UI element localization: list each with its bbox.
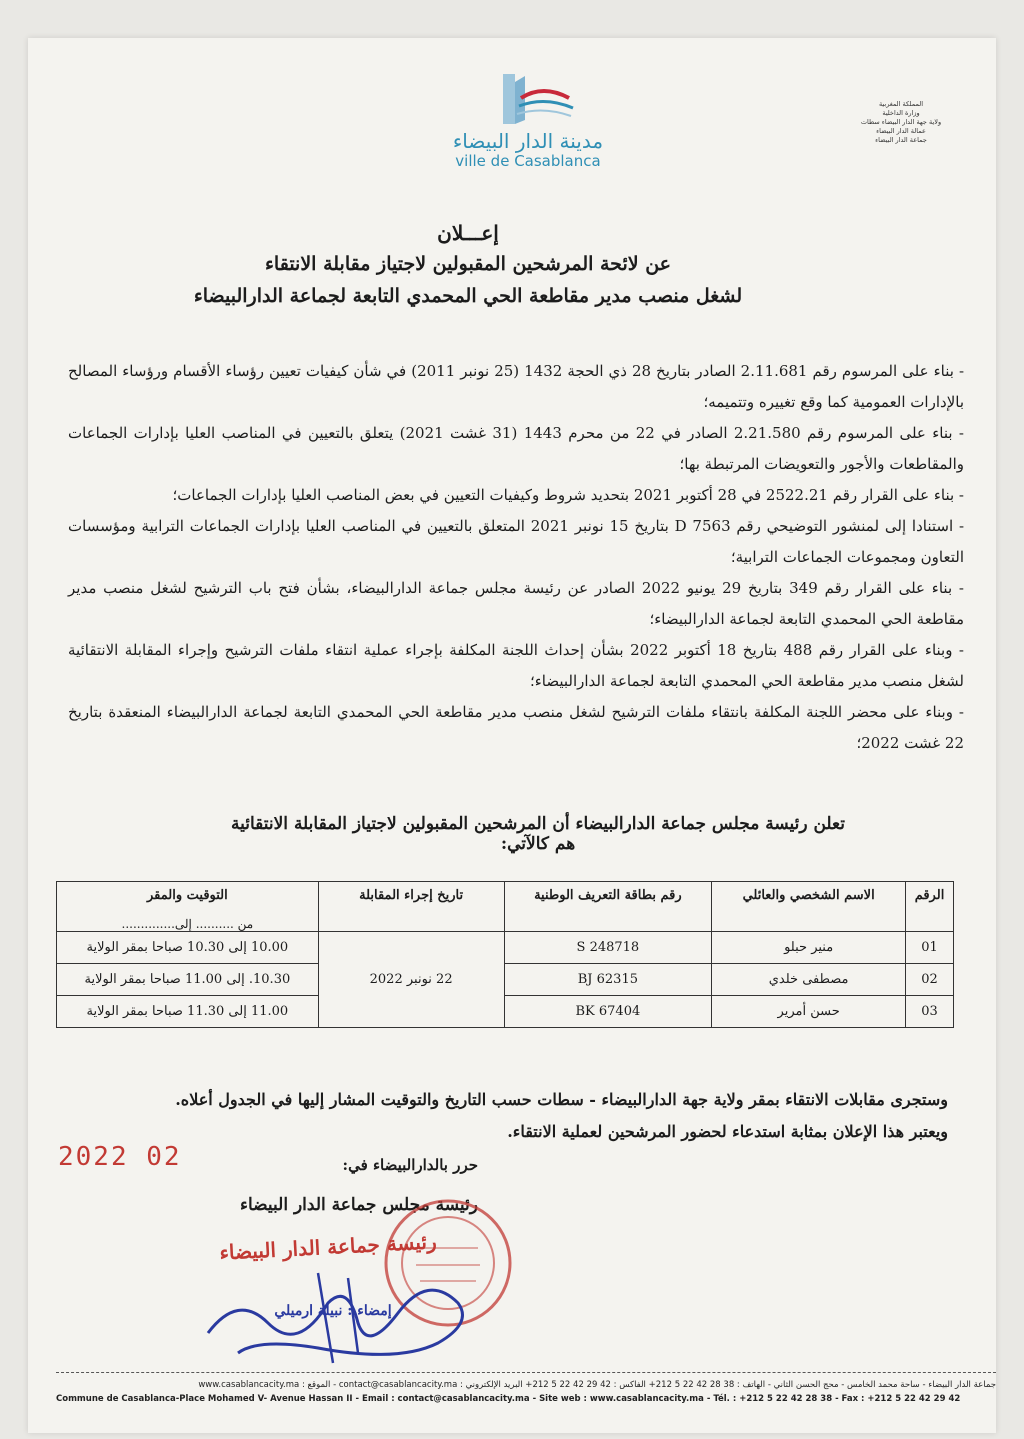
signature-name: إمضاء : نبيلة ارميلي xyxy=(274,1303,392,1319)
closing-line-1: وستجرى مقابلات الانتقاء بمقر ولاية جهة الدارالبيضاء - سطات حسب التاريخ والتوقيت المشار إليها في الجدول أعلاه. xyxy=(175,1090,948,1109)
page-footer xyxy=(56,1378,996,1406)
casablanca-logo-icon xyxy=(473,68,583,130)
legal-clauses xyxy=(68,356,964,759)
cell-num: 02 xyxy=(906,964,954,996)
announcement-statement: تعلن رئيسة مجلس جماعة الدارالبيضاء أن المرشحين المقبولين لاجتياز المقابلة الانتقائية هم كالآتي: xyxy=(230,814,845,854)
admin-line: جماعة الدار البيضاء xyxy=(875,136,927,144)
title-line-1: إعـــلان xyxy=(437,221,499,245)
clause: - استنادا إلى لمنشور التوضيحي رقم D 7563 بتاريخ 15 نونبر 2021 المتعلق بالتعيين في المناصب العليا بإدارات الجماعات الترابية ومؤسسات التعاون ومجموعات الجماعات الترابية؛ xyxy=(68,517,965,566)
admin-line: المملكة المغربية xyxy=(878,100,924,108)
signatory-title: رئيسة مجلس جماعة الدار البيضاء xyxy=(239,1195,478,1215)
logo-french-text: ville de Casablanca xyxy=(455,152,601,170)
table-row xyxy=(57,932,954,964)
footer-divider xyxy=(56,1372,996,1373)
closing-notes xyxy=(108,1084,948,1148)
cell-name: مصطفى خلدي xyxy=(712,964,906,996)
header-num: الرقم xyxy=(906,882,954,932)
place-label: حرر بالدارالبيضاء في: xyxy=(342,1156,478,1174)
closing-line-2: ويعتبر هذا الإعلان بمثابة استدعاء لحضور المرشحين لعملية الانتقاء. xyxy=(507,1122,948,1141)
cell-time: 11.00 إلى 11.30 صباحا بمقر الولاية xyxy=(57,996,319,1028)
table-row xyxy=(57,996,954,1028)
header-time-label: التوقيت والمقر xyxy=(146,888,228,903)
date-stamp: 2022 02 xyxy=(58,1142,182,1172)
clause: - بناء على القرار رقم 2522.21 في 28 أكتوبر 2021 بتحديد شروط وكيفيات التعيين في بعض المناصب العليا بإدارات الجماعات؛ xyxy=(172,486,964,504)
cell-date: 22 نونبر 2022 xyxy=(318,932,504,1028)
clause: - بناء على المرسوم رقم 2.21.580 الصادر في 22 من محرم 1443 (31 غشت 2021) يتعلق بالتعيين في المناصب العليا بإدارات الجماعات والمقاطعات والأجور والتعويضات المرتبطة بها؛ xyxy=(68,424,964,473)
header-name: الاسم الشخصي والعائلي xyxy=(712,882,906,932)
clause: - بناء على المرسوم رقم 2.11.681 الصادر بتاريخ 28 ذي الحجة 1432 (25 نونبر 2011) في شأن كيفيات تعيين رؤساء الأقسام ورؤساء المصالح بالإدارات العمومية كما وقع تغييره وتتميمه؛ xyxy=(68,362,965,411)
header-date: تاريخ إجراء المقابلة xyxy=(318,882,504,932)
header-time xyxy=(57,882,319,932)
footer-french-line: Commune de Casablanca-Place Mohamed V- Avenue Hassan II - Email : contact@casablancacity.ma - Site web : www.casablancacity.ma - Tél. : +212 5 22 42 28 38 - Fax : +212 5 22 42 29 42 xyxy=(56,1394,961,1404)
cell-time: 10.00 إلى 10.30 صباحا بمقر الولاية xyxy=(57,932,319,964)
clause: - وبناء على القرار رقم 488 بتاريخ 18 أكتوبر 2022 بشأن إحداث اللجنة المكلفة بإجراء عملية انتقاء ملفات الترشيح وإجراء المقابلة الانتقائية لشغل منصب مدير مقاطعة الحي المحمدي التابعة لجماعة الدارالبيضاء؛ xyxy=(68,641,964,690)
logo-arabic-text: مدينة الدار البيضاء xyxy=(452,129,604,153)
header-time-sub: من .......... إلى.............. xyxy=(121,917,254,931)
cell-name: حسن أمرير xyxy=(712,996,906,1028)
admin-line: ولاية جهة الدار البيضاء سطات xyxy=(860,118,942,126)
table-row xyxy=(57,964,954,996)
table-header-row xyxy=(57,882,954,932)
admin-header xyxy=(846,100,956,145)
clause: - بناء على القرار رقم 349 بتاريخ 29 يونيو 2022 الصادر عن رئيسة مجلس جماعة الدارالبيضاء، بشأن فتح باب الترشيح لشغل منصب مدير مقاطعة الحي المحمدي التابعة لجماعة الدارالبيضاء؛ xyxy=(68,579,964,628)
announcement-titles xyxy=(188,218,748,312)
title-line-2: عن لائحة المرشحين المقبولين لاجتياز مقابلة الانتقاء xyxy=(264,253,671,275)
city-logo xyxy=(408,68,648,180)
admin-line: وزارة الداخلية xyxy=(882,109,920,117)
cell-name: منير حبلو xyxy=(712,932,906,964)
document-page xyxy=(28,38,996,1433)
title-line-3: لشغل منصب مدير مقاطعة الحي المحمدي التابعة لجماعة الدارالبيضاء xyxy=(193,285,743,307)
cell-cin: BK 67404 xyxy=(504,996,712,1028)
cell-num: 03 xyxy=(906,996,954,1028)
cell-cin: S 248718 xyxy=(504,932,712,964)
stamp-text: رئيسة جماعة الدار البيضاء xyxy=(218,1229,438,1265)
cell-time: 10.30. إلى 11.00 صباحا بمقر الولاية xyxy=(57,964,319,996)
cell-num: 01 xyxy=(906,932,954,964)
footer-arabic-line: جماعة الدار البيضاء - ساحة محمد الخامس - محج الحسن الثاني - الهاتف : 38 28 42 22 5 212+ الفاكس : 42 29 42 22 5 212+ البريد الإلكتروني : contact@casablancacity.ma - الموقع : www.casablancacity.ma xyxy=(198,1380,996,1390)
admin-line: عمالة الدار البيضاء xyxy=(876,127,926,135)
candidates-table xyxy=(56,881,954,1028)
cell-cin: BJ 62315 xyxy=(504,964,712,996)
clause: - وبناء على محضر اللجنة المكلفة بانتقاء ملفات الترشيح لشغل منصب مدير مقاطعة الحي المحمدي التابعة لجماعة الدارالبيضاء المنعقدة بتاريخ 22 غشت 2022؛ xyxy=(68,703,964,752)
header-cin: رقم بطاقة التعريف الوطنية xyxy=(504,882,712,932)
